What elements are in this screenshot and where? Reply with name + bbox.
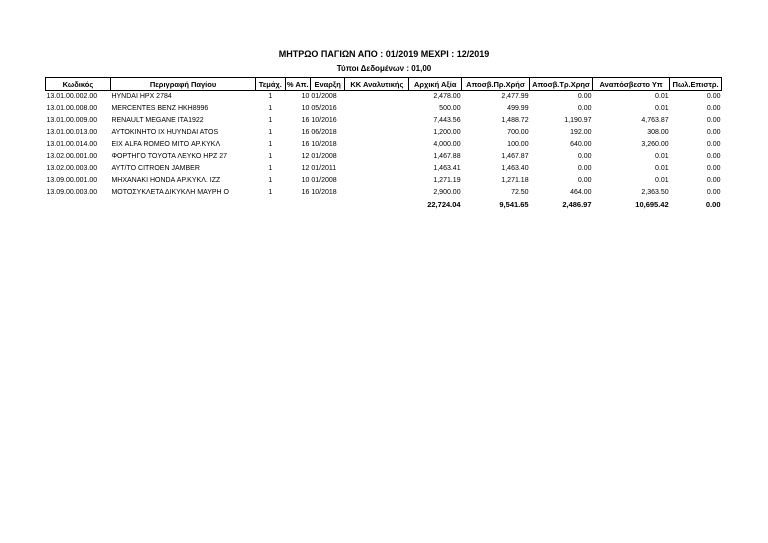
assets-table [45, 77, 722, 211]
report-title: ΜΗΤΡΩΟ ΠΑΓΙΩΝ ΑΠΟ : 01/2019 ΜΕΧΡΙ : 12/2019 [278, 49, 490, 59]
cell-sales: 0.00 [706, 93, 721, 100]
totals-row [46, 199, 722, 211]
total-prev-depreciation: 9,541.65 [499, 200, 529, 209]
cell-residual: 0.01 [655, 165, 669, 172]
cell-sales: 0.00 [706, 117, 721, 124]
cell-code: 13.09.00.003.00 [46, 189, 98, 196]
cell-quantity: 1 [268, 177, 273, 184]
cell-initial-value: 1,200.00 [433, 129, 461, 136]
cell-description: ΜΗΧΑΝΑΚΙ HONDA ΑΡ.ΚΥΚΛ. IZZ [111, 177, 221, 184]
cell-depreciation-rate: 10 [301, 93, 310, 100]
table-row [46, 103, 722, 115]
cell-curr-depreciation: 1,190.97 [564, 117, 592, 124]
cell-sales: 0.00 [706, 165, 721, 172]
cell-curr-depreciation: 464.00 [570, 189, 592, 196]
cell-description: MERCENTES BENZ HKH8996 [111, 105, 209, 112]
cell-code: 13.01.00.013.00 [46, 129, 98, 136]
cell-initial-value: 2,900.00 [433, 189, 461, 196]
cell-residual: 308.00 [647, 129, 669, 136]
table-row [46, 91, 722, 104]
cell-prev-depreciation: 499.99 [507, 105, 529, 112]
table-row [46, 163, 722, 175]
cell-residual: 0.01 [655, 93, 669, 100]
cell-prev-depreciation: 1,488.72 [501, 117, 529, 124]
cell-sales: 0.00 [706, 153, 721, 160]
cell-prev-depreciation: 72.50 [511, 189, 529, 196]
col-header-description: Περιγραφή Παγίου [110, 78, 255, 91]
cell-analytic-account [345, 127, 409, 139]
cell-depreciation-rate: 16 [301, 117, 310, 124]
totals-spacer [285, 199, 310, 211]
cell-residual: 2,363.50 [641, 189, 669, 196]
cell-sales: 0.00 [706, 177, 721, 184]
cell-residual: 0.01 [655, 105, 669, 112]
col-header-initial-value: Αρχική Αξία [409, 78, 462, 91]
cell-sales: 0.00 [706, 141, 721, 148]
total-sales: 0.00 [705, 200, 721, 209]
cell-description: ΕΙΧ ALFA ROMEO MITO ΑΡ.ΚΥΚΛ [111, 141, 221, 148]
cell-prev-depreciation: 1,467.87 [501, 153, 529, 160]
col-header-depreciation-rate: % Απ. [286, 79, 309, 89]
cell-residual: 4,763.87 [641, 117, 669, 124]
total-residual: 10,695.42 [635, 200, 669, 209]
table-header-row [46, 78, 722, 91]
col-header-code: Κωδικός [46, 78, 111, 91]
cell-description: ΑΥΤΟΚΙΝΗΤΟ ΙΧ HUYNDAI ATOS [111, 129, 219, 136]
cell-curr-depreciation: 640.00 [570, 141, 592, 148]
cell-curr-depreciation: 192.00 [570, 129, 592, 136]
cell-code: 13.09.00.001.00 [46, 177, 98, 184]
cell-curr-depreciation: 0.00 [577, 165, 592, 172]
totals-spacer [110, 199, 255, 211]
cell-residual: 0.01 [655, 153, 669, 160]
cell-curr-depreciation: 0.00 [577, 105, 592, 112]
totals-spacer [345, 199, 409, 211]
col-header-sales: Πωλ.Επιστρ. [670, 78, 722, 91]
cell-start: 10/2016 [311, 117, 337, 124]
cell-prev-depreciation: 1,463.40 [501, 165, 529, 172]
cell-quantity: 1 [268, 153, 273, 160]
cell-description: ΦΟΡΤΗΓΟ TOYOTA ΛΕΥΚΟ HPZ 27 [111, 153, 228, 160]
report-subtitle: Τύποι Δεδομένων : 01,00 [336, 64, 432, 73]
cell-description: ΑΥΤ/ΤΟ CITROEN JAMBER [111, 165, 200, 172]
cell-analytic-account [345, 187, 409, 199]
cell-description: RENAULT MEGANE ITA1922 [111, 117, 204, 124]
cell-analytic-account [345, 115, 409, 127]
cell-initial-value: 1,463.41 [433, 165, 461, 172]
cell-start: 05/2016 [311, 105, 337, 112]
cell-code: 13.01.00.014.00 [46, 141, 98, 148]
cell-prev-depreciation: 700.00 [507, 129, 529, 136]
col-header-prev-depreciation: Αποσβ.Πρ.Χρήσ [462, 78, 530, 91]
table-row [46, 151, 722, 163]
cell-curr-depreciation: 0.00 [577, 93, 592, 100]
cell-start: 01/2008 [311, 153, 337, 160]
cell-initial-value: 4,000.00 [433, 141, 461, 148]
col-header-residual: Αναπόσβεστο Υπ [593, 78, 670, 91]
cell-quantity: 1 [268, 165, 273, 172]
cell-initial-value: 1,271.19 [433, 177, 461, 184]
cell-prev-depreciation: 1,271.18 [501, 177, 529, 184]
cell-quantity: 1 [268, 117, 273, 124]
cell-start: 01/2008 [311, 93, 337, 100]
total-initial-value: 22,724.04 [427, 200, 461, 209]
col-header-quantity: Τεμάχ. [256, 78, 285, 91]
cell-start: 10/2018 [311, 189, 337, 196]
cell-analytic-account [345, 151, 409, 163]
cell-analytic-account [345, 91, 409, 104]
cell-curr-depreciation: 0.00 [577, 177, 592, 184]
table-row [46, 175, 722, 187]
cell-depreciation-rate: 10 [301, 105, 310, 112]
cell-quantity: 1 [268, 105, 273, 112]
cell-sales: 0.00 [706, 105, 721, 112]
cell-description: ΜΟΤΟΣΥΚΛΕΤΑ ΔΙΚΥΚΛΗ ΜΑΥΡΗ Ο [111, 189, 229, 196]
cell-quantity: 1 [268, 93, 273, 100]
cell-analytic-account [345, 163, 409, 175]
cell-start: 01/2008 [311, 177, 337, 184]
cell-depreciation-rate: 16 [301, 189, 310, 196]
totals-spacer [256, 199, 285, 211]
cell-start: 06/2018 [311, 129, 337, 136]
cell-quantity: 1 [268, 189, 273, 196]
table-row [46, 139, 722, 151]
col-header-start: Εναρξη [310, 78, 345, 91]
cell-code: 13.01.00.008.00 [46, 105, 98, 112]
totals-spacer [310, 199, 345, 211]
cell-quantity: 1 [268, 141, 273, 148]
cell-prev-depreciation: 100.00 [507, 141, 529, 148]
totals-spacer [46, 199, 111, 211]
cell-start: 01/2011 [311, 165, 337, 172]
cell-code: 13.02.00.003.00 [46, 165, 98, 172]
cell-depreciation-rate: 12 [301, 165, 310, 172]
cell-depreciation-rate: 10 [301, 177, 310, 184]
cell-initial-value: 1,467.88 [433, 153, 461, 160]
table-row [46, 115, 722, 127]
cell-sales: 0.00 [706, 189, 721, 196]
total-curr-depreciation: 2,486.97 [562, 200, 592, 209]
cell-residual: 3,260.00 [641, 141, 669, 148]
cell-prev-depreciation: 2,477.99 [501, 93, 529, 100]
col-header-curr-depreciation: Αποσβ.Τρ.Χρησ [530, 78, 593, 91]
cell-code: 13.02.00.001.00 [46, 153, 98, 160]
col-header-analytic-account: ΚΚ Αναλυτικής [345, 78, 409, 91]
cell-initial-value: 2,478.00 [433, 93, 461, 100]
table-row [46, 127, 722, 139]
cell-quantity: 1 [268, 129, 273, 136]
cell-analytic-account [345, 103, 409, 115]
cell-analytic-account [345, 139, 409, 151]
cell-initial-value: 7,443.56 [433, 117, 461, 124]
cell-start: 10/2018 [311, 141, 337, 148]
table-body [46, 91, 722, 200]
cell-residual: 0.01 [655, 177, 669, 184]
cell-code: 13.01.00.002.00 [46, 93, 98, 100]
cell-curr-depreciation: 0.00 [577, 153, 592, 160]
cell-initial-value: 500.00 [439, 105, 461, 112]
cell-sales: 0.00 [706, 129, 721, 136]
cell-code: 13.01.00.009.00 [46, 117, 98, 124]
cell-depreciation-rate: 12 [301, 153, 310, 160]
cell-depreciation-rate: 16 [301, 129, 310, 136]
cell-depreciation-rate: 16 [301, 141, 310, 148]
table-row [46, 187, 722, 199]
cell-description: HYNDAI HPX 2784 [111, 93, 172, 100]
cell-analytic-account [345, 175, 409, 187]
